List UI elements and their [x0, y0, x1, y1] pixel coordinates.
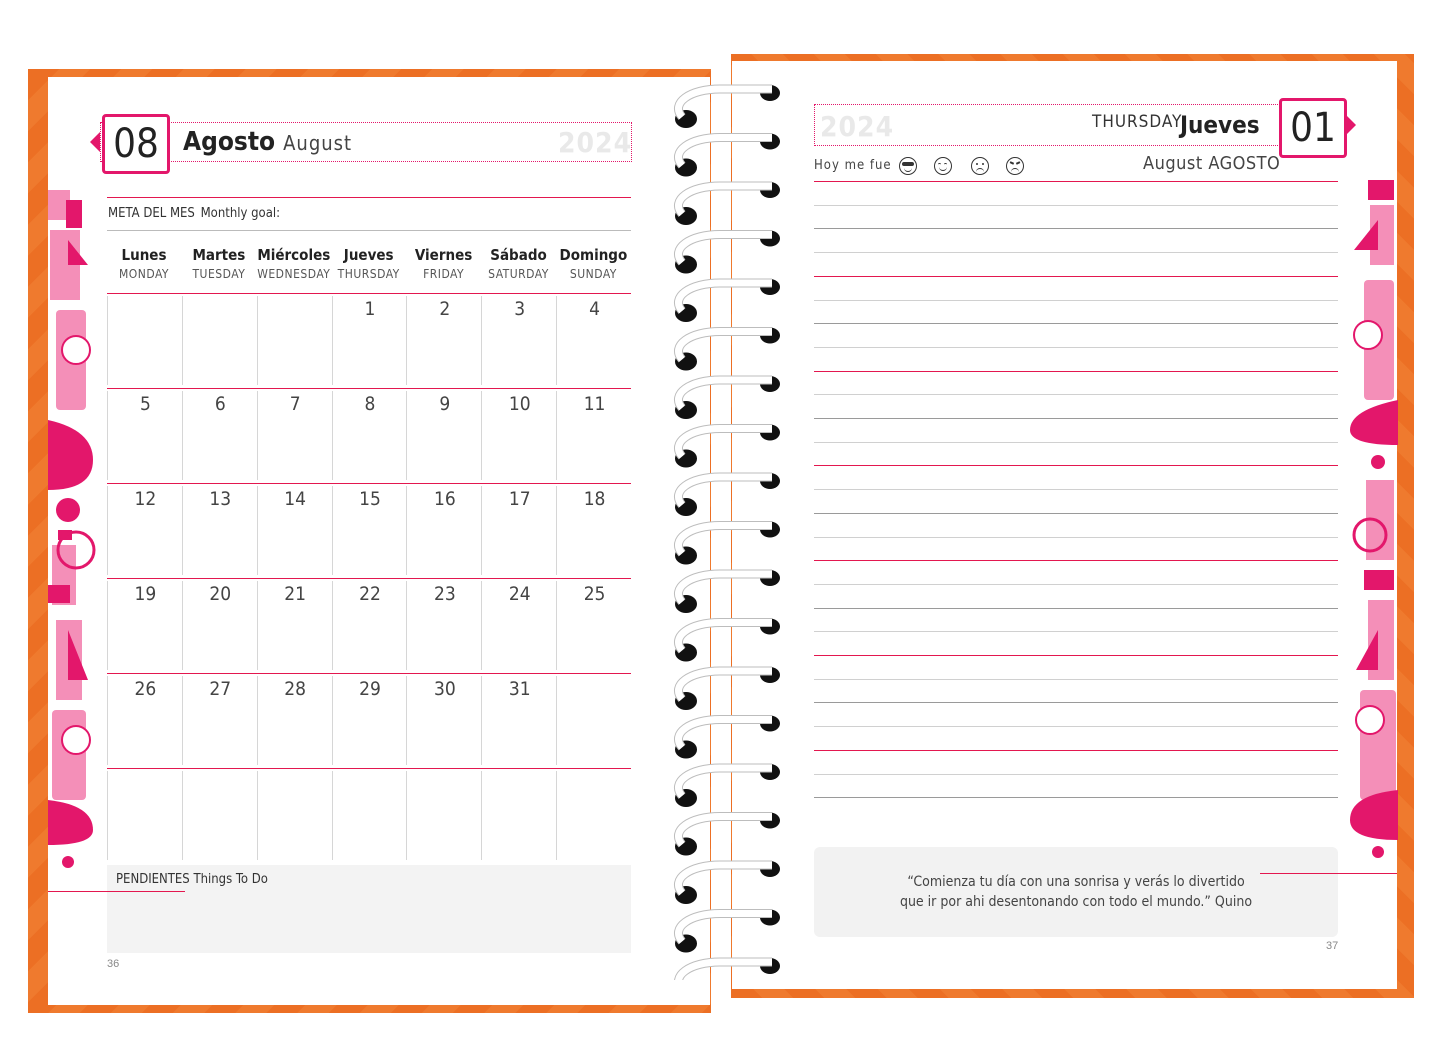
- writing-line: [814, 300, 1338, 301]
- spiral-ring: [675, 134, 780, 177]
- happy-face-icon[interactable]: [934, 157, 952, 175]
- writing-line: [814, 797, 1338, 798]
- sad-face-icon[interactable]: [971, 157, 989, 175]
- calendar-day-cell[interactable]: [481, 486, 557, 575]
- writing-line: [814, 228, 1338, 229]
- weekday-header: [332, 246, 406, 281]
- calendar-day-cell[interactable]: [481, 296, 557, 385]
- writing-line: [814, 726, 1338, 727]
- calendar-day-cell[interactable]: [182, 486, 258, 575]
- weekday-name-es: Miércoles: [257, 246, 331, 264]
- calendar-day-cell[interactable]: [556, 296, 632, 385]
- spiral-ring: [675, 910, 780, 953]
- writing-line: [814, 465, 1338, 466]
- spiral-ring: [675, 861, 780, 904]
- right-page-number: 37: [1326, 940, 1339, 952]
- calendar-day-cell[interactable]: [257, 296, 333, 385]
- calendar-day-number: 25: [583, 583, 606, 605]
- month-line: August AGOSTO: [1143, 153, 1281, 174]
- header-arrow-left: [90, 132, 100, 152]
- spiral-ring: [675, 522, 780, 565]
- calendar-day-number: 11: [583, 393, 606, 415]
- weekday-header: [182, 246, 256, 281]
- month-title: [183, 127, 352, 157]
- calendar-day-number: 19: [134, 583, 157, 605]
- spiral-ring: [675, 716, 780, 759]
- header-rule: [107, 197, 631, 198]
- calendar-day-cell[interactable]: [406, 296, 482, 385]
- week-rule: [107, 578, 631, 579]
- calendar-day-cell[interactable]: [481, 676, 557, 765]
- calendar-day-number: 2: [439, 298, 451, 320]
- calendar-day-cell[interactable]: [257, 486, 333, 575]
- weekday-name-en: TUESDAY: [192, 267, 246, 281]
- calendar-day-number: 4: [589, 298, 600, 320]
- calendar-day-number: 9: [439, 393, 451, 415]
- spiral-ring: [675, 813, 780, 856]
- writing-line: [814, 655, 1338, 656]
- spiral-ring: [675, 328, 780, 371]
- weekday-name-es: Jueves: [343, 246, 394, 264]
- left-decoration: [48, 190, 98, 890]
- weekday-header: [257, 246, 331, 281]
- calendar-day-number: 6: [214, 393, 226, 415]
- calendar-day-cell[interactable]: [182, 676, 258, 765]
- writing-line: [814, 750, 1338, 751]
- month-name-en: August: [283, 131, 353, 155]
- weekday-en: THURSDAY: [1092, 112, 1183, 132]
- weekday-header: [556, 246, 630, 281]
- calendar-day-number: 15: [359, 488, 381, 510]
- writing-line: [814, 631, 1338, 632]
- weekday-name-es: Sábado: [490, 246, 547, 264]
- calendar-day-number: 31: [508, 678, 531, 700]
- right-decoration: [1350, 180, 1400, 880]
- calendar-day-cell[interactable]: [182, 296, 258, 385]
- left-page-number: 36: [107, 958, 120, 970]
- calendar-day-cell[interactable]: [332, 486, 408, 575]
- monthly-goal-label: [108, 206, 280, 221]
- month-header-frame: [100, 122, 632, 162]
- calendar-day-number: 14: [284, 488, 306, 510]
- calendar-day-cell[interactable]: [257, 581, 333, 670]
- calendar-day-number: 13: [209, 488, 232, 510]
- weekday-name-es: Martes: [192, 246, 246, 264]
- spiral-ring: [675, 85, 780, 128]
- writing-line: [814, 276, 1338, 277]
- writing-line: [814, 489, 1338, 490]
- calendar-day-number: 24: [508, 583, 531, 605]
- writing-line: [814, 252, 1338, 253]
- weekday-name-en: MONDAY: [118, 267, 170, 281]
- cool-face-icon[interactable]: [899, 157, 917, 175]
- calendar-day-cell[interactable]: [182, 391, 258, 480]
- calendar-day-number: 26: [134, 678, 157, 700]
- writing-line: [814, 513, 1338, 514]
- calendar-day-number: 30: [433, 678, 456, 700]
- calendar-day-cell[interactable]: [406, 486, 482, 575]
- spiral-ring: [675, 667, 780, 710]
- todo-label: [116, 872, 268, 887]
- calendar-day-number: 5: [139, 393, 151, 415]
- calendar-day-cell[interactable]: [332, 296, 408, 385]
- calendar-day-cell[interactable]: [406, 391, 482, 480]
- weekday-header: [407, 246, 481, 281]
- calendar-day-number: 22: [359, 583, 381, 605]
- writing-line: [814, 774, 1338, 775]
- quote-text: [814, 872, 1338, 912]
- goal-label-es: META DEL MES: [108, 206, 195, 221]
- day-number: 01: [1279, 98, 1347, 158]
- calendar-day-cell[interactable]: [556, 676, 632, 765]
- calendar-day-number: 28: [284, 678, 306, 700]
- weekday-es: Jueves: [1180, 111, 1260, 139]
- calendar-day-cell[interactable]: [481, 391, 557, 480]
- spiral-ring: [675, 764, 780, 807]
- quote-line-1: “Comienza tu día con una sonrisa y verás lo divertido: [907, 874, 1245, 890]
- weekday-name-en: WEDNESDAY: [257, 267, 331, 281]
- right-year-label: 2024: [820, 110, 895, 143]
- quote-line-2: que ir por ahi desentonando con todo el mundo.” Quino: [899, 894, 1253, 910]
- calendar-day-cell[interactable]: [257, 676, 333, 765]
- writing-line: [814, 394, 1338, 395]
- spiral-binding: [660, 75, 790, 980]
- weekday-header: [107, 246, 181, 281]
- calendar-day-number: 23: [433, 583, 456, 605]
- writing-line: [814, 371, 1338, 372]
- calendar-day-cell[interactable]: [107, 581, 183, 670]
- year-label: 2024: [558, 126, 633, 159]
- writing-line: [814, 418, 1338, 419]
- calendar-day-number: 1: [364, 298, 376, 320]
- spiral-ring: [675, 231, 780, 274]
- spiral-ring: [675, 570, 780, 613]
- goal-label-en: Monthly goal:: [200, 206, 281, 221]
- weekday-name-es: Domingo: [559, 246, 628, 264]
- calendar-day-cell[interactable]: [481, 771, 557, 860]
- calendar-day-cell[interactable]: [406, 771, 482, 860]
- calendar-day-cell[interactable]: [332, 676, 408, 765]
- calendar-day-number: 20: [209, 583, 232, 605]
- spiral-ring: [675, 619, 780, 662]
- week-rule: [107, 483, 631, 484]
- calendar-day-cell[interactable]: [556, 486, 632, 575]
- spiral-ring: [675, 425, 780, 468]
- calendar-day-number: 7: [289, 393, 301, 415]
- calendar-day-cell[interactable]: [107, 391, 183, 480]
- angry-face-icon[interactable]: [1006, 157, 1024, 175]
- calendar-day-cell[interactable]: [556, 581, 632, 670]
- weekday-name-es: Lunes: [121, 246, 167, 264]
- calendar-day-cell[interactable]: [332, 391, 408, 480]
- todo-rule: [48, 891, 185, 892]
- calendar-day-cell[interactable]: [107, 676, 183, 765]
- week-rule: [107, 293, 631, 294]
- month-name-es: Agosto: [183, 127, 276, 157]
- calendar-day-cell[interactable]: [107, 296, 183, 385]
- month-number: 08: [102, 114, 170, 174]
- writing-line: [814, 323, 1338, 324]
- calendar-day-cell[interactable]: [406, 676, 482, 765]
- weekday-name-en: SATURDAY: [488, 267, 549, 281]
- spiral-ring: [675, 279, 780, 322]
- writing-line: [814, 702, 1338, 703]
- todo-label-en: Things To Do: [193, 872, 268, 887]
- header-arrow-right: [1346, 115, 1356, 135]
- writing-line: [814, 537, 1338, 538]
- writing-line: [814, 560, 1338, 561]
- writing-line: [814, 347, 1338, 348]
- calendar-day-number: 8: [364, 393, 376, 415]
- calendar-day-cell[interactable]: [556, 391, 632, 480]
- calendar-day-cell[interactable]: [182, 771, 258, 860]
- weekday-name-es: Viernes: [414, 246, 473, 264]
- calendar-day-number: 3: [514, 298, 526, 320]
- writing-line: [814, 205, 1338, 206]
- calendar-day-cell[interactable]: [481, 581, 557, 670]
- week-rule: [107, 673, 631, 674]
- calendar-day-cell[interactable]: [332, 581, 408, 670]
- spiral-ring: [675, 376, 780, 419]
- calendar-day-cell[interactable]: [182, 581, 258, 670]
- calendar-day-cell[interactable]: [556, 771, 632, 860]
- writing-line: [814, 442, 1338, 443]
- goal-rule: [107, 230, 631, 231]
- calendar-day-number: 27: [209, 678, 232, 700]
- calendar-day-cell[interactable]: [257, 391, 333, 480]
- calendar-day-cell[interactable]: [257, 771, 333, 860]
- spiral-ring: [675, 473, 780, 516]
- weekday-header: [482, 246, 556, 281]
- week-rule: [107, 388, 631, 389]
- calendar-day-number: 21: [284, 583, 306, 605]
- spiral-ring: [675, 958, 780, 980]
- calendar-day-cell[interactable]: [107, 771, 183, 860]
- calendar-day-number: 16: [433, 488, 456, 510]
- weekday-name-en: SUNDAY: [569, 267, 617, 281]
- calendar-day-number: 18: [583, 488, 606, 510]
- week-rule: [107, 768, 631, 769]
- weekday-name-en: FRIDAY: [423, 267, 465, 281]
- calendar-day-number: 10: [508, 393, 531, 415]
- mood-label: Hoy me fue: [814, 158, 892, 173]
- writing-line: [814, 608, 1338, 609]
- spiral-ring: [675, 182, 780, 225]
- writing-line: [814, 181, 1338, 182]
- calendar-day-number: 29: [359, 678, 381, 700]
- calendar-day-number: 17: [508, 488, 531, 510]
- weekday-name-en: THURSDAY: [337, 267, 400, 281]
- calendar-day-cell[interactable]: [107, 486, 183, 575]
- writing-line: [814, 584, 1338, 585]
- calendar-day-cell[interactable]: [332, 771, 408, 860]
- calendar-day-cell[interactable]: [406, 581, 482, 670]
- calendar-day-number: 12: [134, 488, 157, 510]
- todo-label-es: PENDIENTES: [116, 872, 190, 887]
- writing-line: [814, 679, 1338, 680]
